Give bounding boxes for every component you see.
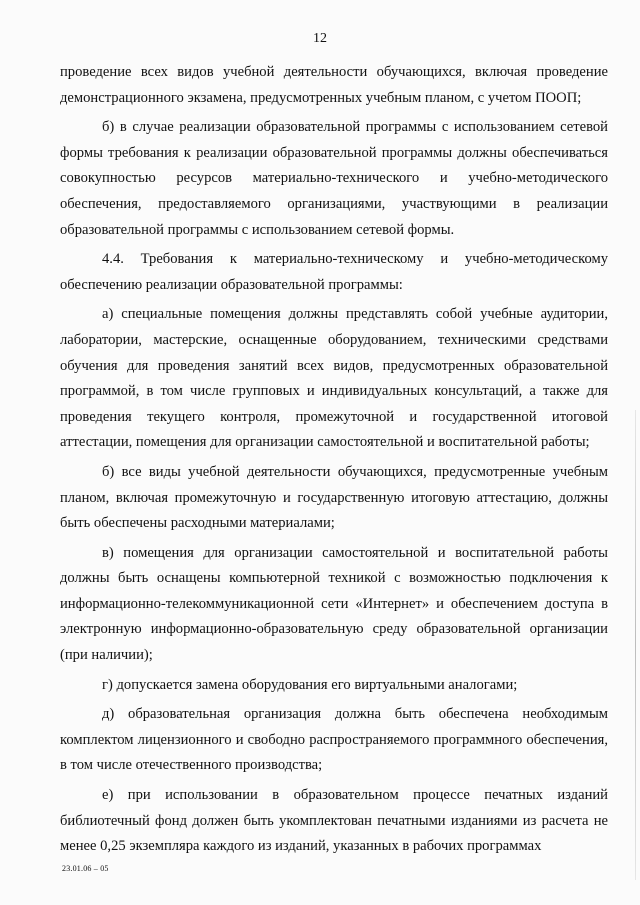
footer-document-code: 23.01.06 – 05 — [62, 864, 109, 873]
paragraph-item-e: е) при использовании в образовательном процессе печатных изданий библиотечный фонд должен быть укомплектован печатными изданиями из расчета не менее 0,25 экземпляра каждого из изданий, указанных в рабочих программах — [60, 787, 608, 855]
paragraph-item-d: д) образовательная организация должна быть обеспечена необходимым комплектом лицензионного и свободно распространяемого программного обеспечения, в том числе отечественного производства; — [60, 706, 608, 774]
paragraph-continuation: проведение всех видов учебной деятельности обучающихся, включая проведение демонстрационного экзамена, предусмотренных учебным планом, с учетом ПООП; — [60, 64, 608, 106]
scan-edge-shadow — [635, 410, 636, 880]
paragraph-item-b-network: б) в случае реализации образовательной программы с использованием сетевой формы требования к реализации образовательной программы должны обеспечиваться совокупностью ресурсов материально-технического и учебно-методического обеспечения, предоставляемого организациями, участвующими в реализации образовательной программы с использованием сетевой формы. — [60, 119, 608, 238]
paragraph-item-g: г) допускается замена оборудования его виртуальными аналогами; — [102, 676, 518, 693]
paragraph-item-b: б) все виды учебной деятельности обучающихся, предусмотренные учебным планом, включая промежуточную и государственную итоговую аттестацию, должны быть обеспечены расходными материалами; — [60, 463, 608, 532]
paragraph-item-v: в) помещения для организации самостоятельной и воспитательной работы должны быть оснащены компьютерной техникой с возможностью подключения к информационно-телекоммуникационной сети «Интернет» и обеспечением доступа в электронную информационно-образовательную среду образовательной организации (при наличии); — [60, 544, 608, 664]
document-body — [60, 60, 608, 864]
section-heading-4-4: 4.4. Требования к материально-техническому и учебно-методическому обеспечению реализации образовательной программы: — [60, 251, 608, 293]
page-number: 12 — [313, 31, 327, 46]
paragraph-item-a: а) специальные помещения должны представлять собой учебные аудитории, лаборатории, мастерские, оснащенные оборудованием, техническими средствами обучения для проведения занятий всех видов, предусмотренных образовательной программой, в том числе групповых и индивидуальных консультаций, а также для проведения текущего контроля, промежуточной и государственной итоговой аттестации, помещения для организации самостоятельной и воспитательной работы; — [60, 306, 608, 451]
